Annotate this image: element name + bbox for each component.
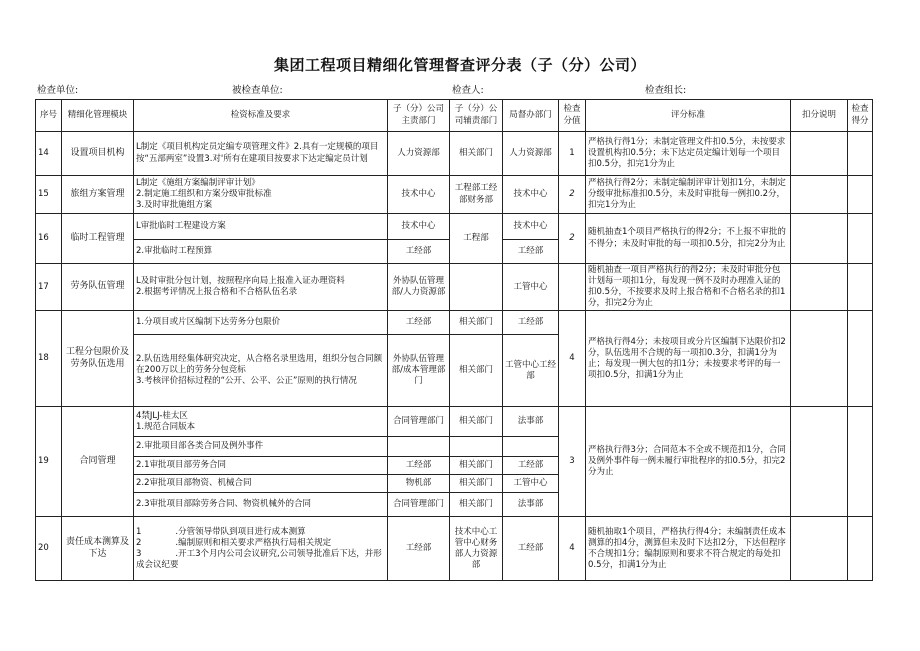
row-standard: 2.3审批项目部除劳务合同、物资机械外的合同 (134, 493, 388, 517)
table-row (36, 517, 873, 581)
row-main-dept: 技术中心 (388, 176, 450, 214)
row-seq: 18 (36, 311, 62, 407)
header-deduct: 扣分说明 (791, 100, 848, 132)
row-bureau-dept: 工经部 (503, 457, 559, 475)
row-criteria: 严格执行得4分；未按项目或分片区编制下达限价扣2分，队伍选用不合规的每一项扣0.3分，扣满1分为止；每发现一例大包的扣1分；未按要求考评的每一项扣0.5分，扣满1分为止 (586, 311, 791, 407)
row-bureau-dept: 工经部 (503, 240, 559, 264)
row-assist-dept: 工程部工经部财务部 (450, 176, 503, 214)
header-got: 检查得分 (848, 100, 873, 132)
row-bureau-dept (503, 437, 559, 457)
row-main-dept: 外协队伍管理部/成本管理部门 (388, 335, 450, 407)
row-main-dept: 合同管理部门 (388, 407, 450, 437)
row-standard: L审批临时工程建设方案 (134, 214, 388, 240)
row-bureau-dept: 工经部 (503, 311, 559, 335)
row-got-score[interactable] (848, 407, 873, 517)
row-score (559, 264, 586, 311)
header-criteria: 评分标准 (586, 100, 791, 132)
row-assist-dept: 相关部门 (450, 475, 503, 493)
table-row (36, 176, 873, 214)
row-module: 临时工程管理 (62, 214, 134, 264)
header-row (36, 100, 873, 132)
row-assist-dept: 技术中心工管中心财务部人力资源部 (450, 517, 503, 581)
row-standard: 2.审批临时工程预算 (134, 240, 388, 264)
row-assist-dept: 相关部门 (450, 407, 503, 437)
row-assist-dept: 相关部门 (450, 335, 503, 407)
row-deduct-note[interactable] (791, 517, 848, 581)
row-score: 2 (559, 176, 586, 214)
row-standard: 2.审批项目部各类合同及例外事件 (134, 437, 388, 457)
row-got-score[interactable] (848, 311, 873, 407)
row-bureau-dept: 工管中心 (503, 475, 559, 493)
inspection-unit-label: 检查单位: (37, 85, 79, 96)
row-standard: L及时审批分包计划，按照程序向局上报准入证办理资料 2.根据考评情况上报合格和不合格队伍名录 (134, 264, 388, 311)
row-criteria: 随机抽查一项目严格执行的得2分；未及时审批分包计划每一项扣1分，每发现一例不及时办理准入证的扣0.5分，不按要求及时上报合格和不合格名录的扣1分，扣完2分为止 (586, 264, 791, 311)
row-assist-dept: 相关部门 (450, 132, 503, 176)
row-got-score[interactable] (848, 517, 873, 581)
row-main-dept: 物机部 (388, 475, 450, 493)
row-assist-dept (450, 437, 503, 457)
row-standard: 1 .分管领导带队到项目进行成本测算 2 .编制原则和相关要求严格执行局相关规定 3 .开工3个月内公司会议研究,公司领导批准后下达，并形成会议纪要 (134, 517, 388, 581)
row-module: 旅组方案管理 (62, 176, 134, 214)
table-row (36, 311, 873, 335)
row-assist-dept: 工程部 (450, 214, 503, 264)
row-got-score[interactable] (848, 132, 873, 176)
header-standard: 检资标准及要求 (134, 100, 388, 132)
row-deduct-note[interactable] (791, 407, 848, 517)
header-sub-main: 子（分）公司主责部门 (388, 100, 450, 132)
row-deduct-note[interactable] (791, 264, 848, 311)
row-seq: 17 (36, 264, 62, 311)
row-criteria: 随机抽取1个项目，严格执行得4分；未编制责任成本测算的扣4分，测算但未及时下达扣2分，下达但程序不合规扣1分；编制原则和要求不符合规定的每处扣0.5分，扣满1分为止 (586, 517, 791, 581)
row-standard: 2.队伍选用经集体研究决定，从合格名录里选用，组织分包合同额在200万以上的劳务分包竞标 3.考核评价招标过程的“公开、公平、公正”原则的执行情况 (134, 335, 388, 407)
row-main-dept (388, 437, 450, 457)
row-score: 4 (559, 311, 586, 407)
row-seq: 14 (36, 132, 62, 176)
row-standard: L制定《施组方案编制评审计划》 2.制定施工组织和方案分级审批标准 3.及时审批施组方案 (134, 176, 388, 214)
row-module: 设置项目机构 (62, 132, 134, 176)
row-bureau-dept: 工管中心 (503, 264, 559, 311)
row-standard: 2.1审批项目部劳务合同 (134, 457, 388, 475)
row-main-dept: 工经部 (388, 457, 450, 475)
row-got-score[interactable] (848, 264, 873, 311)
table-row (36, 264, 873, 311)
row-deduct-note[interactable] (791, 214, 848, 264)
row-main-dept: 技术中心 (388, 214, 450, 240)
row-main-dept: 工经部 (388, 240, 450, 264)
row-standard: 4禁JLJ-桂太区 1.规范合同版本 (134, 407, 388, 437)
table-row (36, 407, 873, 437)
row-module: 合同管理 (62, 407, 134, 517)
row-assist-dept (450, 264, 503, 311)
row-standard: L制定《项目机构定员定编专项管理文件》2.具有一定规模的项目按“五部两室”设置3.对'所有在建项目按要求下达定编定员计划 (134, 132, 388, 176)
row-module: 劳务队伍管理 (62, 264, 134, 311)
row-criteria: 严格执行得1分；未制定管理文件扣0.5分，未按要求设置机构扣0.5分；未下达定员定编计划每一个项目扣0.5分，扣完1分为止 (586, 132, 791, 176)
row-bureau-dept: 技术中心 (503, 214, 559, 240)
table-row (36, 132, 873, 176)
row-bureau-dept: 法事部 (503, 493, 559, 517)
table-row (36, 214, 873, 240)
score-table (35, 99, 873, 581)
header-score: 检查分值 (559, 100, 586, 132)
row-criteria: 随机抽查1个项目严格执行的得2分；不上报不审批的不得分；未及时审批的每一项扣0.5分，扣完2分为止 (586, 214, 791, 264)
page-title: 集团工程项目精细化管理督查评分表（子（分）公司） (273, 56, 646, 74)
header-seq: 序号 (36, 100, 62, 132)
row-bureau-dept: 人力资源部 (503, 132, 559, 176)
header-module: 精细化管理模块 (62, 100, 134, 132)
row-deduct-note[interactable] (791, 132, 848, 176)
row-assist-dept: 相关部门 (450, 311, 503, 335)
row-score: 2 (559, 214, 586, 264)
row-score: 1 (559, 132, 586, 176)
row-main-dept: 合同管理部门 (388, 493, 450, 517)
row-criteria: 严格执行得2分；未制定编制评审计划扣1分，未制定分级审批标准扣0.5分，未及时审批每一例扣0.2分，扣完1分为止 (586, 176, 791, 214)
row-main-dept: 工经部 (388, 311, 450, 335)
inspected-unit-label: 被检查单位: (232, 85, 283, 96)
row-assist-dept: 相关部门 (450, 457, 503, 475)
row-got-score[interactable] (848, 214, 873, 264)
row-criteria: 严格执行得3分；合同范本不全或不规范扣1分，合同及例外事件每一例未履行审批程序的扣0.5分，扣完2分为止 (586, 407, 791, 517)
row-seq: 16 (36, 214, 62, 264)
row-deduct-note[interactable] (791, 176, 848, 214)
row-bureau-dept: 法事部 (503, 407, 559, 437)
row-main-dept: 工经部 (388, 517, 450, 581)
row-bureau-dept: 技术中心 (503, 176, 559, 214)
row-score: 3 (559, 407, 586, 517)
header-bureau: 局督办部门 (503, 100, 559, 132)
row-bureau-dept: 工管中心工经部 (503, 335, 559, 407)
row-seq: 20 (36, 517, 62, 581)
row-bureau-dept: 工经部 (503, 517, 559, 581)
row-got-score[interactable] (848, 176, 873, 214)
row-main-dept: 外协队伍管理部/人力资源部 (388, 264, 450, 311)
inspector-label: 检查人: (452, 85, 484, 96)
row-seq: 15 (36, 176, 62, 214)
row-deduct-note[interactable] (791, 311, 848, 407)
row-score: 4 (559, 517, 586, 581)
group-leader-label: 检查组长: (645, 85, 687, 96)
row-seq: 19 (36, 407, 62, 517)
row-module: 工程分包限价及劳务队伍选用 (62, 311, 134, 407)
row-module: 责任成本测算及下达 (62, 517, 134, 581)
row-main-dept: 人力资源部 (388, 132, 450, 176)
row-standard: 2.2审批项目部物资、机械合同 (134, 475, 388, 493)
header-sub-assist: 子（分）公司辅责部门 (450, 100, 503, 132)
row-assist-dept: 相关部门 (450, 493, 503, 517)
row-standard: 1.分项目或片区编制下达劳务分包限价 (134, 311, 388, 335)
